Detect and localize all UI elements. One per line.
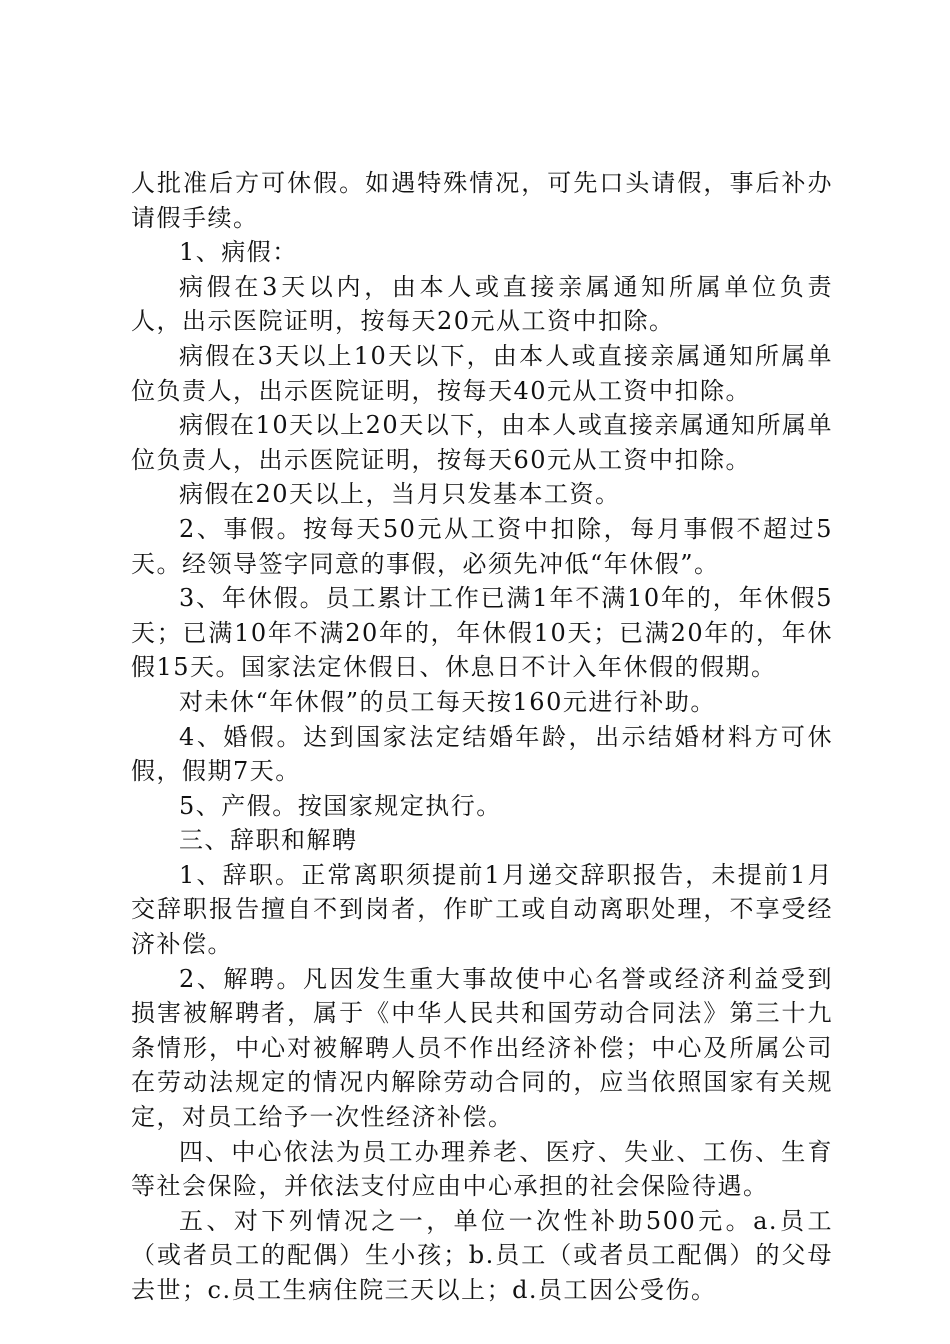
paragraph-annual-leave-subsidy: 对未休“年休假”的员工每天按160元进行补助。	[179, 687, 716, 716]
paragraph-sick-leave-10-20-days: 病假在10天以上20天以下，由本人或直接亲属通知所属单位负责人，出示医院证明，按每天60元从工资中扣除。	[131, 411, 833, 474]
paragraph-maternity-leave: 5、产假。按国家规定执行。	[179, 791, 502, 820]
paragraph-annual-leave: 3、年休假。员工累计工作已满1年不满10年的，年休假5天；已满10年不满20年的，年休假10天；已满20年的，年休假15天。国家法定休假日、休息日不计入年休假的假期。	[131, 584, 833, 682]
paragraph-leave-approval: 人批准后方可休假。如遇特殊情况，可先口头请假，事后补办请假手续。	[131, 169, 833, 232]
paragraph-resignation: 1、辞职。正常离职须提前1月递交辞职报告，未提前1月交辞职报告擅自不到岗者，作旷工或自动离职处理，不享受经济补偿。	[131, 860, 833, 959]
paragraph-social-insurance: 四、中心依法为员工办理养老、医疗、失业、工伤、生育等社会保险，并依法支付应由中心承担的社会保险待遇。	[131, 1137, 833, 1201]
paragraph-sick-leave-over-20-days: 病假在20天以上，当月只发基本工资。	[179, 480, 621, 509]
paragraph-marriage-leave: 4、婚假。达到国家法定结婚年龄，出示结婚材料方可休假，假期7天。	[131, 722, 833, 786]
paragraph-sick-leave-3-10-days: 病假在3天以上10天以下，由本人或直接亲属通知所属单位负责人，出示医院证明，按每天40元从工资中扣除。	[131, 341, 833, 405]
section-heading-resignation: 三、辞职和解聘	[179, 826, 358, 855]
paragraph-personal-leave: 2、事假。按每天50元从工资中扣除，每月事假不超过5天。经领导签字同意的事假，必须先冲低“年休假”。	[131, 514, 833, 578]
heading-sick-leave: 1、病假：	[179, 238, 298, 267]
paragraph-dismissal: 2、解聘。凡因发生重大事故使中心名誉或经济利益受到损害被解聘者，属于《中华人民共和国劳动合同法》第三十九条情形，中心对被解聘人员不作出经济补偿；中心及所属公司在劳动法规定的情况内解除劳动合同的，应当依照国家有关规定，对员工给予一次性经济补偿。	[131, 964, 833, 1132]
paragraph-one-time-subsidy: 五、对下列情况之一，单位一次性补助500元。a.员工（或者员工的配偶）生小孩；b.员工（或者员工配偶）的父母去世；c.员工生病住院三天以上；d.员工因公受伤。	[131, 1206, 833, 1304]
document-body	[131, 166, 833, 1308]
paragraph-sick-leave-3-days: 病假在3天以内，由本人或直接亲属通知所属单位负责人，出示医院证明，按每天20元从工资中扣除。	[131, 272, 833, 336]
